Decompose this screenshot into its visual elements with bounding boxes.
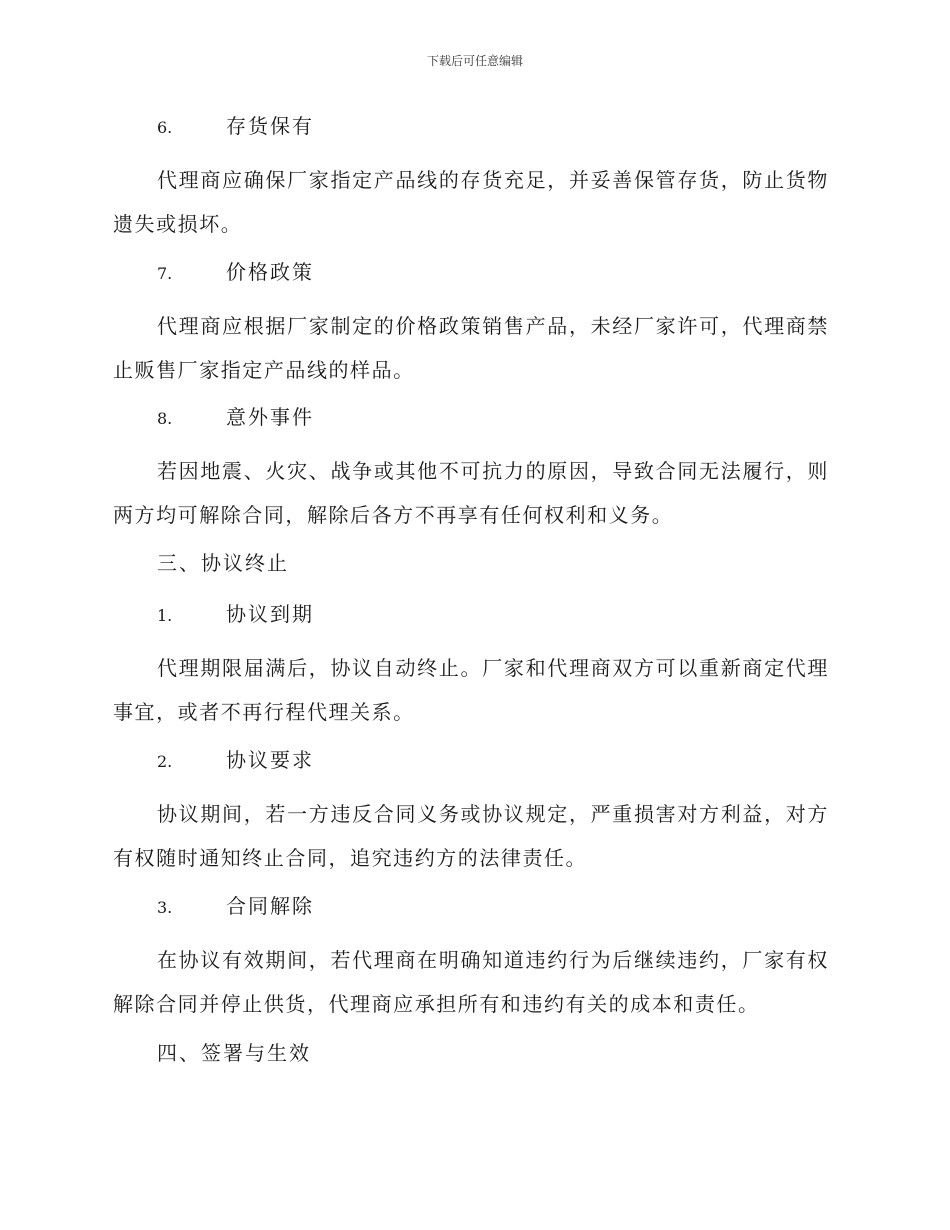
- section-heading: 三、协议终止: [157, 551, 289, 575]
- item-title: 价格政策: [226, 260, 314, 284]
- item-title: 存货保有: [226, 114, 314, 138]
- item-paragraph: 协议期间，若一方违反合同义务或协议规定，严重损害对方利益，对方有权随时通知终止合同，追究违约方的法律责任。: [113, 802, 829, 870]
- item-title: 协议到期: [226, 602, 314, 626]
- item-paragraph: 代理商应确保厂家指定产品线的存货充足，并妥善保管存货，防止货物遗失或损坏。: [113, 168, 829, 236]
- item-paragraph: 若因地震、火灾、战争或其他不可抗力的原因，导致合同无法履行，则两方均可解除合同，解除后各方不再享有任何权利和义务。: [113, 459, 829, 527]
- item-paragraph: 代理商应根据厂家制定的价格政策销售产品，未经厂家许可，代理商禁止贩售厂家指定产品线的样品。: [113, 314, 829, 382]
- section-heading: 四、签署与生效: [157, 1041, 311, 1065]
- page-header: 下载后可任意编辑: [426, 54, 523, 68]
- item-title: 意外事件: [226, 405, 314, 429]
- item-number: 2.: [157, 752, 173, 771]
- item-paragraph: 在协议有效期间，若代理商在明确知道违约行为后继续违约，厂家有权解除合同并停止供货，代理商应承担所有和违约有关的成本和责任。: [113, 948, 829, 1016]
- item-number: 6.: [157, 118, 173, 137]
- item-number: 1.: [157, 606, 173, 625]
- item-number: 8.: [157, 409, 173, 428]
- item-number: 7.: [157, 264, 173, 283]
- item-title: 协议要求: [226, 748, 314, 772]
- item-title: 合同解除: [226, 894, 314, 918]
- item-paragraph: 代理期限届满后，协议自动终止。厂家和代理商双方可以重新商定代理事宜，或者不再行程代理关系。: [113, 656, 829, 724]
- item-number: 3.: [157, 898, 173, 917]
